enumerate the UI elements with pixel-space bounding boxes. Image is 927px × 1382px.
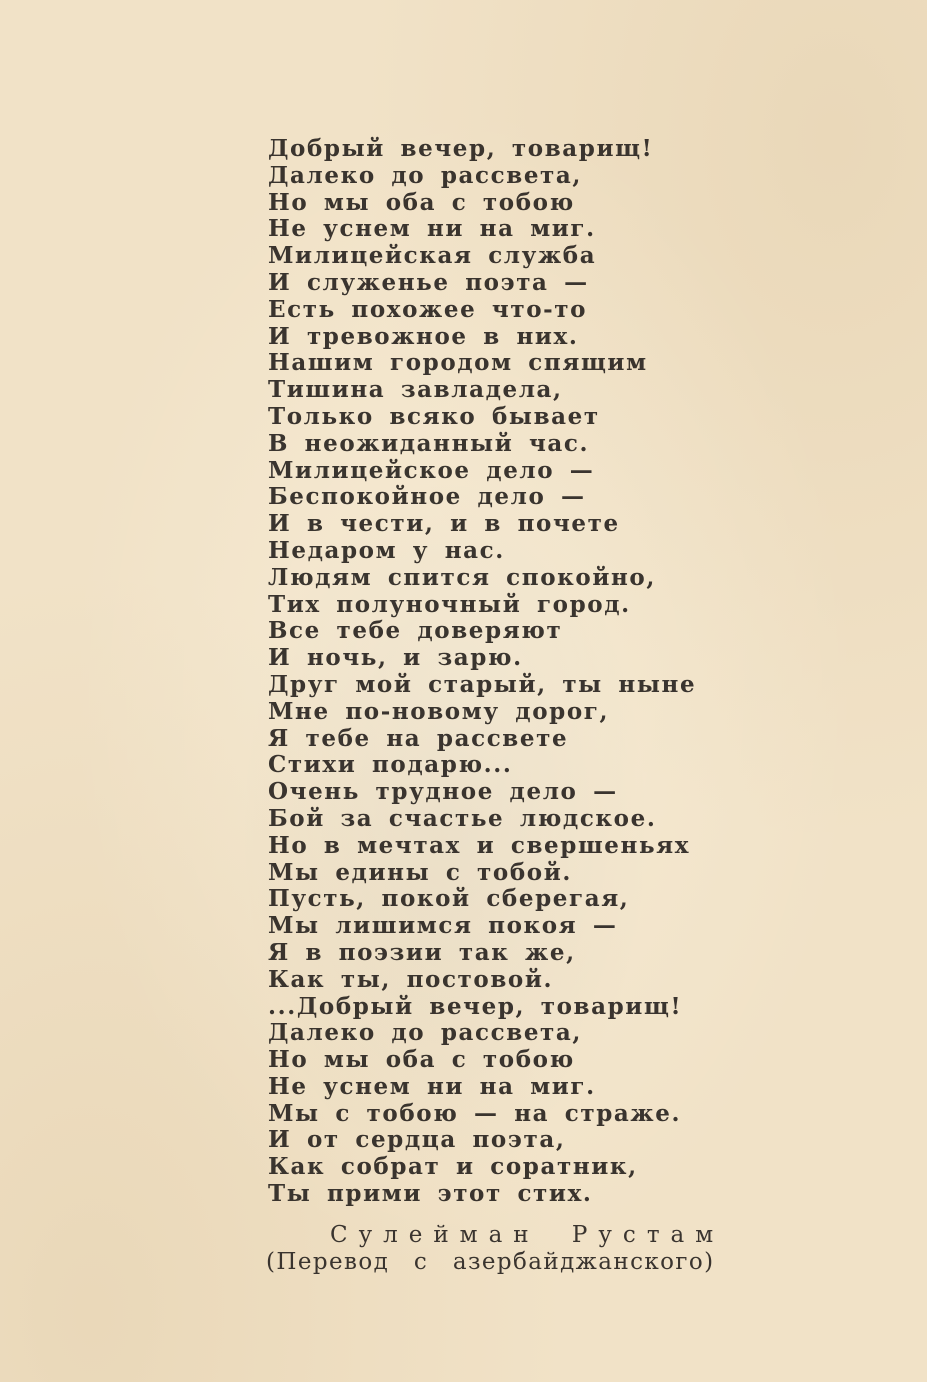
poem-line: Как ты, постовой. (268, 965, 554, 993)
poem-line: Друг мой старый, ты ныне (268, 670, 697, 698)
poem-line: Очень трудное дело — (268, 778, 618, 806)
poem-line: Далеко до рассвета, (268, 1019, 583, 1047)
poem-line: И от сердца поэта, (268, 1126, 566, 1154)
poem-line: Тишина завладела, (268, 376, 563, 404)
poem-line: И служенье поэта — (268, 268, 589, 296)
translation-note: (Перевод с азербайджанского) (266, 1249, 715, 1275)
poem-line: Есть похожее что-то (268, 295, 588, 323)
poem-line: Нашим городом спящим (268, 349, 648, 377)
poem-line: Далеко до рассвета, (268, 161, 583, 189)
poem-line: Мы лишимся покоя — (268, 912, 618, 940)
poem-line: Но мы оба с тобою (268, 1046, 575, 1074)
poem-line: В неожиданный час. (268, 429, 590, 457)
poem-line: Мы с тобою — на страже. (268, 1099, 682, 1127)
poem-line: Не уснем ни на миг. (268, 1072, 596, 1100)
poem-line: Ты прими этот стих. (268, 1180, 593, 1208)
poem-line: Как собрат и соратник, (268, 1153, 638, 1181)
poem-line: Но мы оба с тобою (268, 188, 575, 216)
poem-line: Все тебе доверяют (268, 617, 563, 645)
poem-line: Мне по-новому дорог, (268, 697, 610, 725)
poem-text (268, 136, 868, 1208)
poem-line: Стихи подарю... (268, 751, 513, 779)
poem-line: Добрый вечер, товарищ! (268, 135, 654, 162)
poem-line: Не уснем ни на миг. (268, 215, 596, 243)
poem-line: И ночь, и зарю. (268, 644, 523, 672)
poem-line: Я тебе на рассвете (268, 724, 569, 752)
poem-line: Тих полуночный город. (268, 590, 631, 618)
poem-line: Милицейское дело — (268, 456, 595, 484)
poem-line: Мы едины с тобой. (268, 858, 572, 886)
poem-line: Людям спится спокойно, (268, 563, 656, 591)
poem-line: Бой за счастье людское. (268, 804, 657, 832)
poem-line: ...Добрый вечер, товарищ! (268, 992, 683, 1020)
poem-line: И в чести, и в почете (268, 510, 620, 538)
poem-author: Сулейман Рустам (330, 1222, 725, 1248)
poem-line: Недаром у нас. (268, 536, 505, 564)
poem-line: Только всяко бывает (268, 402, 600, 430)
poem-line: Но в мечтах и свершеньях (268, 831, 691, 859)
poem-line: Я в поэзии так же, (268, 938, 576, 966)
poem-line: Беспокойное дело — (268, 483, 586, 511)
poem-line: Пусть, покой сберегая, (268, 885, 630, 913)
poem-line: И тревожное в них. (268, 322, 579, 350)
poem-line: Милицейская служба (268, 242, 597, 270)
